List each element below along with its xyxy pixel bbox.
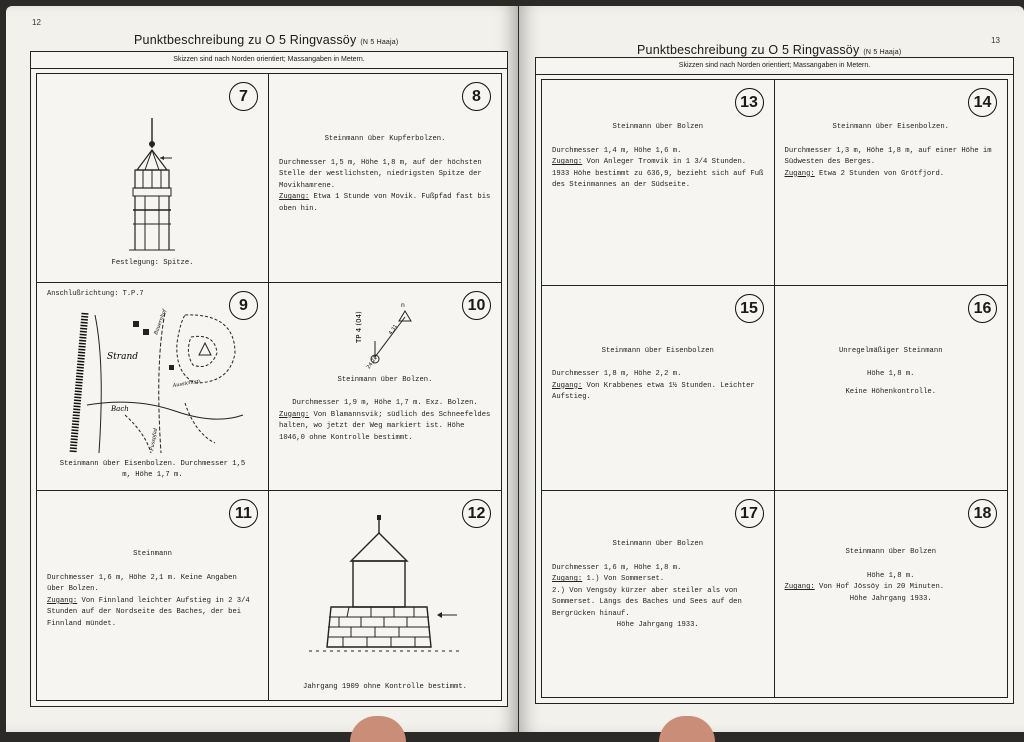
point-number: 16 — [968, 294, 997, 323]
point-title: Steinmann über Eisenbolzen — [601, 346, 714, 355]
point-extra: 2.) Von Vengsöy kürzer aber steiler als von Sommerset. Längs des Baches und Sees auf den Bergrücken hinauf. — [552, 586, 742, 618]
caption: Jahrgang 1909 ohne Kontrolle bestimmt. — [303, 683, 467, 692]
point-number: 11 — [229, 499, 258, 528]
access-text: Von Krabbenes etwa 1½ Stunden. Leichter Aufstieg. — [552, 381, 755, 402]
left-page — [6, 6, 518, 732]
map-label-path: Fusspfad — [149, 427, 159, 452]
right-page — [519, 6, 1024, 732]
header-sub: (N 5 Haaja) — [863, 49, 902, 56]
point-cell-9 — [37, 283, 269, 492]
point-number: 12 — [462, 499, 491, 528]
description-frame — [535, 57, 1014, 704]
access-text: Von Hof Jössöy in 20 Minuten. — [819, 583, 945, 592]
point-cell-16 — [775, 286, 1008, 492]
page-number: 13 — [991, 36, 1000, 45]
thumb — [350, 716, 406, 742]
point-cell-7 — [37, 74, 269, 283]
thumb — [659, 716, 715, 742]
point-title: Steinmann — [133, 550, 172, 559]
point-title: Steinmann über Bolzen. — [337, 375, 433, 384]
access-text: Von Blamannsvik; südlich des Schneefeldes halten, wo jetzt der Weg markiert ist. Höhe 1046,0 ohne Kontrolle bestimmt. — [279, 410, 491, 442]
access-label: Zugang: — [784, 583, 815, 592]
point-title: Steinmann über Eisenbolzen. — [832, 123, 949, 131]
point-grid — [36, 73, 502, 701]
sketch-label-distance: 4,31 — [387, 323, 400, 336]
page-header — [134, 33, 398, 47]
access-text: Von Finnland leichter Aufstieg in 2 3/4 Stunden auf der Nordseite des Baches, der bei Finnland mündet. — [47, 596, 250, 628]
point-title: Steinmann über Bolzen — [612, 540, 704, 549]
connection-label: Anschlußrichtung: T.P.7 — [47, 289, 144, 298]
map-label-bach: Bach — [111, 404, 129, 413]
point-body: Durchmesser 1,9 m, Höhe 1,7 m. Exz. Bolzen. — [292, 399, 478, 408]
point-cell-11 — [37, 491, 269, 700]
header-title: Punktbeschreibung zu O 5 Ringvassöy — [134, 33, 357, 47]
page-number: 12 — [32, 18, 41, 27]
point-cell-17 — [542, 491, 775, 697]
point-number: 10 — [462, 291, 491, 320]
point-cell-18 — [775, 491, 1008, 697]
point-grid — [541, 79, 1008, 698]
point-cell-15 — [542, 286, 775, 492]
point-cell-8 — [269, 74, 501, 283]
map-label-farm: Bauernhof — [153, 308, 168, 336]
point-extra: Höhe Jahrgang 1933. — [849, 594, 932, 603]
point-title: Unregelmäßiger Steinmann — [838, 346, 943, 355]
header-sub: (N 5 Haaja) — [360, 39, 399, 46]
access-label: Zugang: — [279, 410, 310, 419]
point-cell-10 — [269, 283, 501, 492]
point-body: Durchmesser 1,5 m, Höhe 1,8 m, auf der höchsten Stelle der westlichsten, niedrigsten Spitze der Movikhamrene. — [279, 158, 482, 190]
point-body: Höhe 1,8 m. — [867, 370, 915, 379]
access-label: Zugang: — [552, 158, 583, 166]
access-text: 1.) Von Sommerset. — [586, 575, 665, 584]
access-label: Zugang: — [279, 193, 310, 201]
point-body: Durchmesser 1,4 m, Höhe 1,6 m. — [552, 146, 682, 155]
point-extra: 1933 Höhe bestimmt zu 636,9, bezieht sich auf Fuß des Steinmannes an der Südseite. — [552, 169, 764, 189]
cairn-sketch — [299, 511, 469, 661]
point-number: 8 — [462, 82, 491, 111]
description-frame — [30, 51, 508, 707]
point-cell-13 — [542, 80, 775, 286]
sketch-label-angle: 24,22 — [365, 354, 379, 370]
point-number: 18 — [968, 499, 997, 528]
subheading: Skizzen sind nach Norden orientiert; Massangaben in Metern. — [536, 58, 1013, 75]
point-extra-2: Höhe Jahrgang 1933. — [616, 621, 699, 630]
point-extra: Keine Höhenkontrolle. — [845, 387, 937, 396]
access-text: Etwa 1 Stunde von Movik. Fußpfad fast bis oben hin. — [279, 193, 491, 213]
access-label: Zugang: — [784, 169, 815, 178]
point-number: 7 — [229, 82, 258, 111]
eccentric-sketch — [341, 301, 431, 371]
point-cell-12 — [269, 491, 501, 700]
page-header — [637, 43, 901, 57]
point-number: 15 — [735, 294, 764, 323]
point-number: 9 — [229, 291, 258, 320]
access-text: Von Anleger Tromvik in 1 3/4 Stunden. — [586, 158, 747, 166]
sketch-label-tp: TP 4 (04) — [355, 310, 363, 343]
point-number: 14 — [968, 88, 997, 117]
access-label: Zugang: — [552, 381, 583, 390]
point-cell-14 — [775, 80, 1008, 286]
map-label-strand: Strand — [107, 351, 139, 362]
header-title: Punktbeschreibung zu O 5 Ringvassöy — [637, 43, 860, 57]
point-title: Steinmann über Kupferbolzen. — [324, 135, 446, 143]
point-title: Steinmann über Bolzen — [612, 123, 704, 131]
point-title: Steinmann über Bolzen — [845, 548, 937, 557]
point-body: Durchmesser 1,8 m, Höhe 2,2 m. — [552, 370, 682, 379]
point-body: Höhe 1,8 m. — [867, 571, 915, 580]
sketch-label-north: n — [401, 301, 405, 309]
caption: Festlegung: Spitze. — [111, 259, 194, 267]
map-label-viewpoint: Aussichtsp. — [172, 377, 202, 389]
access-text: Etwa 2 Stunden von Grötfjord. — [819, 169, 945, 178]
point-number: 13 — [735, 88, 764, 117]
point-number: 17 — [735, 499, 764, 528]
access-label: Zugang: — [552, 575, 583, 584]
location-map-sketch — [65, 303, 245, 463]
point-body: Durchmesser 1,6 m, Höhe 1,8 m. — [552, 563, 682, 572]
access-label: Zugang: — [47, 596, 78, 605]
point-body: Durchmesser 1,3 m, Höhe 1,8 m, auf einer Höhe im Südwesten des Berges. — [784, 146, 992, 166]
caption: Steinmann über Eisenbolzen. Durchmesser 1,5 m, Höhe 1,7 m. — [59, 459, 246, 479]
point-body: Durchmesser 1,6 m, Höhe 2,1 m. Keine Angaben über Bolzen. — [47, 573, 237, 594]
subheading: Skizzen sind nach Norden orientiert; Massangaben in Metern. — [31, 52, 507, 69]
tower-sketch — [107, 114, 197, 264]
